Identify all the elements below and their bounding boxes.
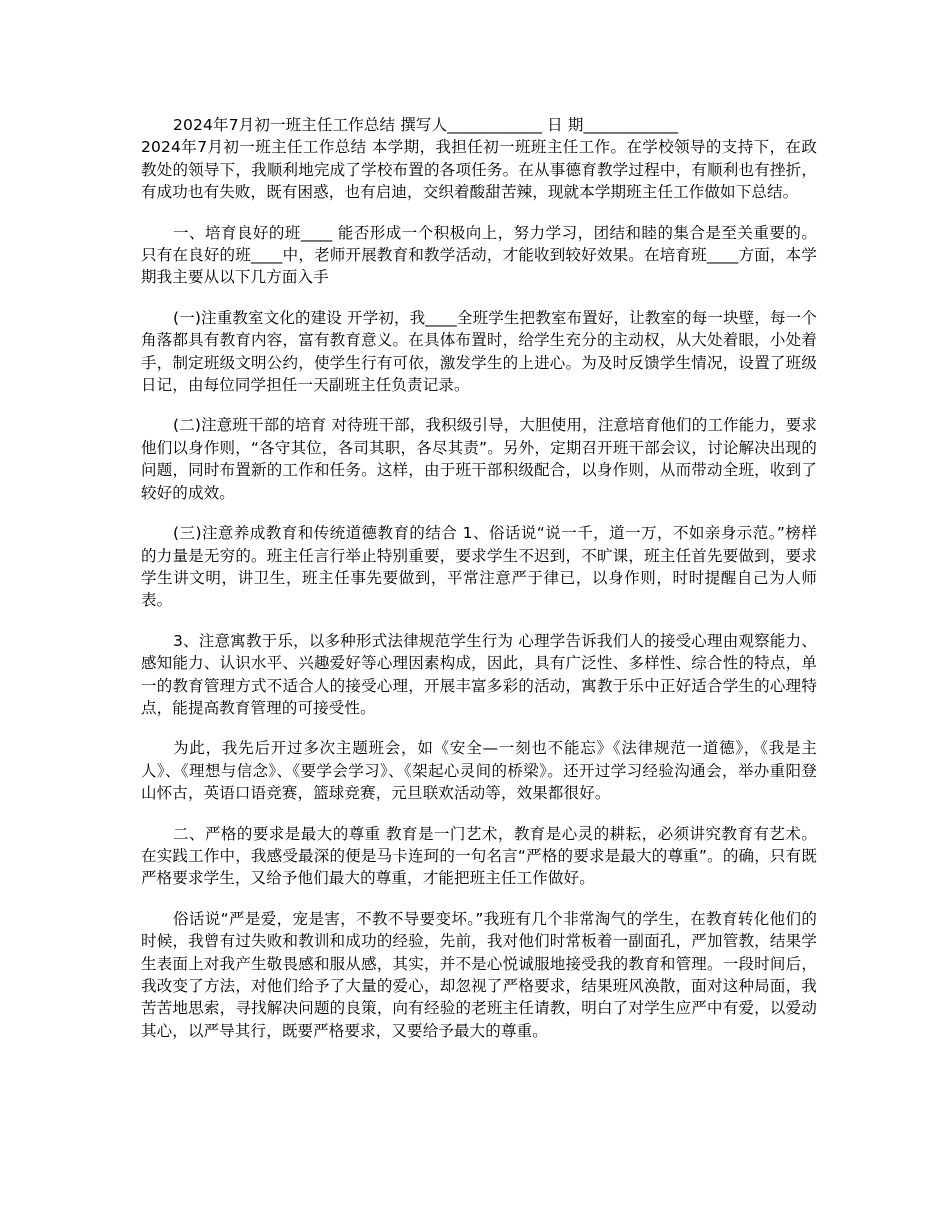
- paragraph-section-2: 二、严格的要求是最大的尊重 教育是一门艺术，教育是心灵的耕耘，必须讲究教育有艺术。在实践工作中，我感受最深的便是马卡连珂的一句名言“严格的要求是最大的尊重”。的确，只有既严格要求学生，又给予他们最大的尊重，才能把班主任工作做好。: [141, 824, 817, 888]
- paragraph-teaching-with-fun: 3、注意寓教于乐，以多种形式法律规范学生行为 心理学告诉我们人的接受心理由观察能力、感知能力、认识水平、兴趣爱好等心理因素构成，因此，具有广泛性、多样性、综合性的特点，单一的教育管理方式不适合人的接受心理，开展丰富多彩的活动，寓教于乐中正好适合学生的心理特点，能提高教育管理的可接受性。: [141, 631, 817, 717]
- paragraph-moral-education: (三)注意养成教育和传统道德教育的结合 1、俗话说“说一千，道一万，不如亲身示范。”榜样的力量是无穷的。班主任言行举止特别重要，要求学生不迟到，不旷课，班主任首先要做到，要求学生讲文明，讲卫生，班主任事先要做到，平常注意严于律已，以身作则，时时提醒自己为人师表。: [141, 524, 817, 610]
- document-header-line: 2024年7月初一班主任工作总结 撰写人____________ 日 期____________: [173, 116, 679, 134]
- paragraph-class-meetings: 为此，我先后开过多次主题班会，如《安全—一刻也不能忘》《法律规范一道德》，《我是主人》、《理想与信念》、《要学会学习》、《架起心灵间的桥梁》。还开过学习经验沟通会，举办重阳登山怀古，英语口语竞赛，篮球竞赛，元旦联欢活动等，效果都很好。: [141, 739, 817, 803]
- paragraph-class-cadres: (二)注意班干部的培育 对待班干部，我积级引导，大胆使用，注意培育他们的工作能力，要求他们以身作则，“各守其位，各司其职，各尽其责”。另外，定期召开班干部会议，讨论解决出现的问题，同时布置新的工作和任务。这样，由于班干部积级配合，以身作则，从而带动全班，收到了较好的成效。: [141, 416, 817, 502]
- document-body: [141, 114, 817, 1060]
- paragraph-classroom-culture: (一)注重教室文化的建设 开学初，我____全班学生把教室布置好，让教室的每一块壁，每一个角落都具有教育内容，富有教育意义。在具体布置时，给学生充分的主动权，从大处着眼，小处着手，制定班级文明公约，使学生行有可依，激发学生的上进心。为及时反馈学生情况，设置了班级日记，由每位同学担任一天副班主任负责记录。: [141, 308, 817, 395]
- paragraph-intro: 2024年7月初一班主任工作总结 本学期，我担任初一班班主任工作。在学校领导的支持下，在政教处的领导下，我顺利地完成了学校布置的各项任务。在从事德育教学过程中，有顺利也有挫折，有成功也有失败，既有困惑，也有启迪，交织着酸甜苦辣，现就本学期班主任工作做如下总结。: [141, 138, 817, 202]
- paragraph-section-1: 一、培育良好的班____ 能否形成一个积极向上，努力学习，团结和睦的集合是至关重要的。只有在良好的班____中，老师开展教育和教学活动，才能收到较好效果。在培育班____方面，本学期我主要从以下几方面入手: [141, 223, 817, 287]
- paragraph-strict-love: 俗话说“严是爱，宠是害，不教不导要变坏。”我班有几个非常淘气的学生，在教育转化他们的时候，我曾有过失败和教训和成功的经验，先前，我对他们时常板着一副面孔，严加管教，结果学生表面上对我产生敬畏感和服从感，其实，并不是心悦诚服地接受我的教育和管理。一段时间后，我改变了方法，对他们给予了大量的爱心，却忽视了严格要求，结果班风涣散，面对这种局面，我苦苦地思索，寻找解决问题的良策，向有经验的老班主任请教，明白了对学生应严中有爱，以爱动其心，以严导其行，既要严格要求，又要给予最大的尊重。: [141, 909, 817, 1040]
